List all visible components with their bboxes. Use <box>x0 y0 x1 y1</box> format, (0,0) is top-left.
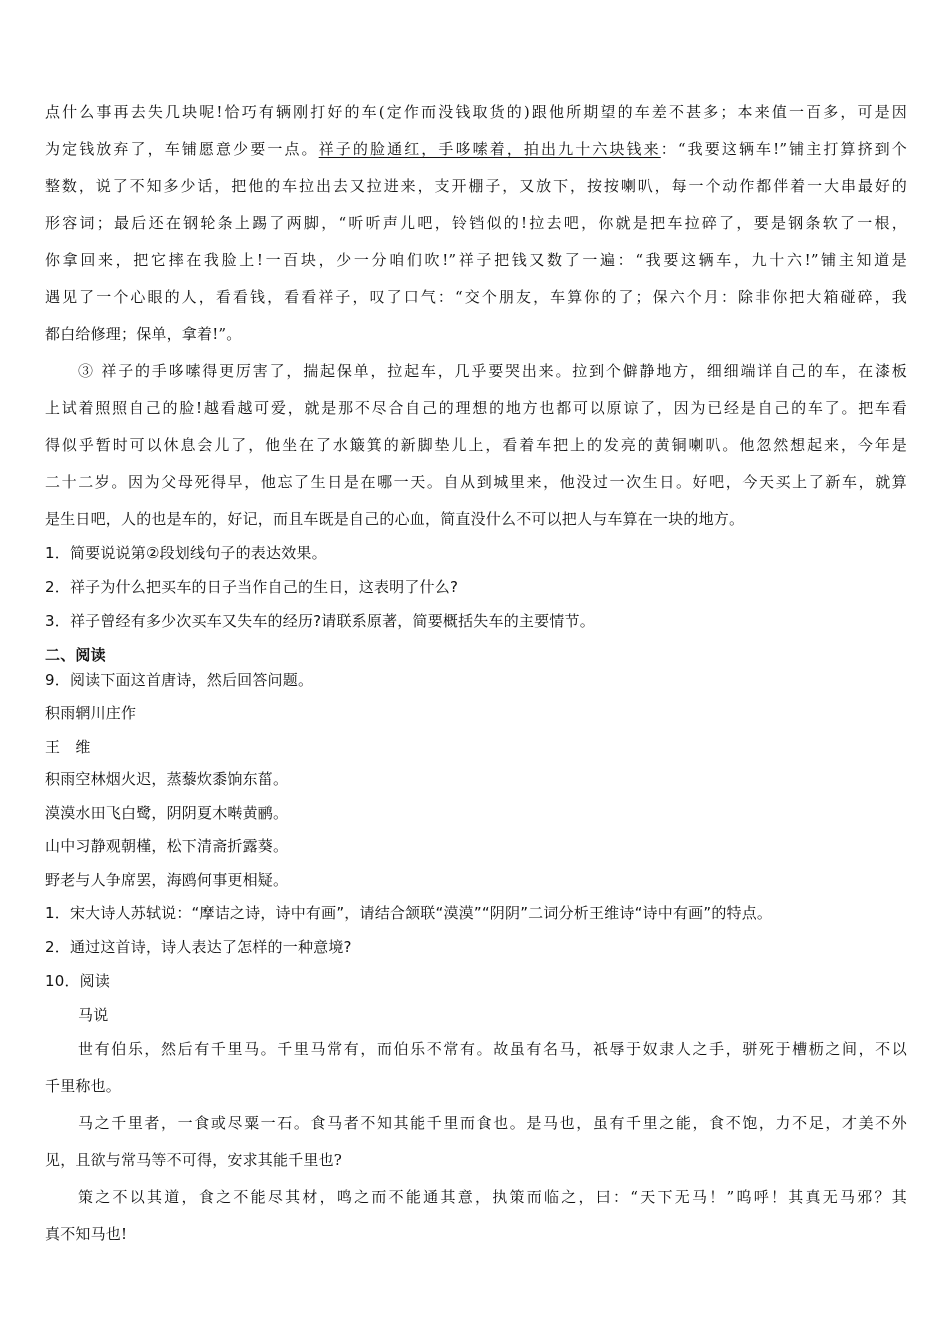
question-item: 1．简要说说第②段划线句子的表达效果。 <box>45 544 327 562</box>
paragraph-3-line: 二十二岁。因为父母死得早，他忘了生日是在哪一天。自从到城里来，他没过一次生日。好吧，今天买上了新车，就算 <box>45 473 907 491</box>
question-9-sub: 2．通过这首诗，诗人表达了怎样的一种意境? <box>45 938 352 956</box>
passage-line: 遇见了一个心眼的人，看看钱，看看祥子，叹了口气：“交个朋友，车算你的了；保六个月：除非你把大箱碰碎，我 <box>45 288 907 306</box>
essay-line: 千里称也。 <box>45 1077 122 1095</box>
essay-line: 见，且欲与常马等不可得，安求其能千里也? <box>45 1151 343 1169</box>
essay-line: 世有伯乐，然后有千里马。千里马常有，而伯乐不常有。故虽有名马，祇辱于奴隶人之手，骈死于槽枥之间，不以 <box>78 1040 907 1058</box>
essay-line: 策之不以其道，食之不能尽其材，鸣之而不能通其意，执策而临之，曰：“天下无马！”呜呼！其真无马邪？其 <box>78 1188 907 1206</box>
question-item: 2．祥子为什么把买车的日子当作自己的生日，这表明了什么? <box>45 578 459 596</box>
poem-author: 王 维 <box>45 738 91 756</box>
passage-line-with-underline <box>45 139 907 159</box>
poem-line: 漠漠水田飞白鹭，阴阴夏木啭黄鹂。 <box>45 804 289 822</box>
underlined-sentence: 祥子的脸通红，手哆嗦着，拍出九十六块钱来 <box>318 140 661 158</box>
question-9-sub: 1．宋大诗人苏轼说：“摩诘之诗，诗中有画”，请结合颔联“漠漠”“阴阴”二词分析王维诗“诗中有画”的特点。 <box>45 904 773 922</box>
paragraph-3-line: 得似乎暂时可以休息会儿了，他坐在了水簸箕的新脚垫儿上，看着车把上的发亮的黄铜喇叭。他忽然想起来，今年是 <box>45 436 907 454</box>
section-heading: 二、阅读 <box>45 646 106 664</box>
essay-title: 马说 <box>78 1006 109 1024</box>
paragraph-3-line: 上试着照照自己的脸!越看越可爱，就是那不尽合自己的理想的地方也都可以原谅了，因为已经是自己的车了。把车看 <box>45 399 907 417</box>
question-9-prompt: 9．阅读下面这首唐诗，然后回答问题。 <box>45 671 314 689</box>
poem-line: 山中习静观朝槿，松下清斋折露葵。 <box>45 837 289 855</box>
passage-text: ：“我要这辆车!”铺主打算挤到个 <box>660 140 907 158</box>
paragraph-3-line: 是生日吧，人的也是车的，好记，而且车既是自己的心血，简直没什么不可以把人与车算在一块的地方。 <box>45 510 745 528</box>
passage-line: 点什么事再去失几块呢!恰巧有辆刚打好的车(定作而没钱取货的)跟他所期望的车差不甚多；本来值一百多，可是因 <box>45 103 907 121</box>
passage-line: 形容词；最后还在钢轮条上踢了两脚，“听听声儿吧，铃铛似的!拉去吧，你就是把车拉碎了，要是钢条软了一根， <box>45 214 907 232</box>
paragraph-3-line: ③ 祥子的手哆嗦得更厉害了，揣起保单，拉起车，几乎要哭出来。拉到个僻静地方，细细端详自己的车，在漆板 <box>78 362 907 380</box>
essay-line: 真不知马也! <box>45 1225 128 1243</box>
passage-line: 整数，说了不知多少话，把他的车拉出去又拉进来，支开棚子，又放下，按按喇叭，每一个动作都伴着一大串最好的 <box>45 177 907 195</box>
passage-line: 都白给修理；保单，拿着!”。 <box>45 325 242 343</box>
question-item: 3．祥子曾经有多少次买车又失车的经历?请联系原著，简要概括失车的主要情节。 <box>45 612 595 630</box>
poem-line: 野老与人争席罢，海鸥何事更相疑。 <box>45 871 289 889</box>
question-10-prompt: 10．阅读 <box>45 972 111 990</box>
passage-line: 你拿回来，把它摔在我脸上!一百块，少一分咱们吹!”祥子把钱又数了一遍：“我要这辆车，九十六!”铺主知道是 <box>45 251 907 269</box>
essay-line: 马之千里者，一食或尽粟一石。食马者不知其能千里而食也。是马也，虽有千里之能，食不饱，力不足，才美不外 <box>78 1114 907 1132</box>
poem-line: 积雨空林烟火迟，蒸藜炊黍饷东菑。 <box>45 770 289 788</box>
poem-title: 积雨辋川庄作 <box>45 704 137 722</box>
passage-text: 为定钱放弃了，车铺愿意少要一点。 <box>45 140 319 158</box>
